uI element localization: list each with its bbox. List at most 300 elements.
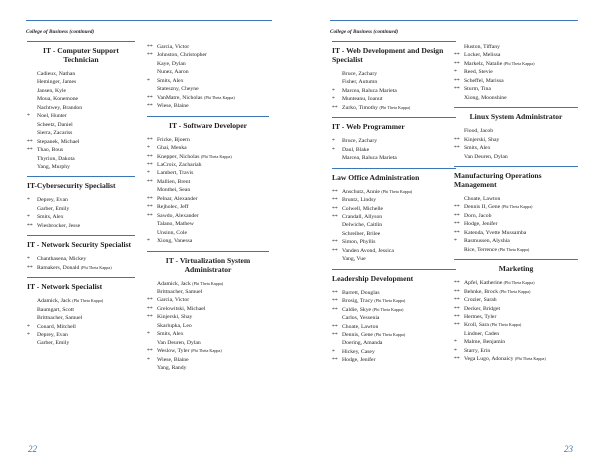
student-name: Smits, Alex: [157, 77, 184, 84]
honor-society-label: (Phi Theta Kappa): [501, 204, 533, 210]
list-item: [147, 347, 269, 355]
section-divider: [27, 176, 135, 177]
student-name: Huston, Tiffany: [464, 44, 500, 50]
honor-society-label: (Phi Theta Kappa): [72, 298, 104, 304]
list-item: [27, 95, 135, 103]
honor-society-label: (Phi Theta Kappa): [374, 331, 406, 337]
left-page: [0, 0, 298, 463]
list-item: [332, 154, 456, 162]
list-item: [454, 153, 578, 161]
honor-marker: **: [454, 136, 460, 143]
student-name: Garber, Emily: [37, 205, 70, 212]
student-name: Nachtwey, Brandon: [37, 104, 83, 111]
name-list: [27, 297, 135, 348]
honor-marker: **: [332, 298, 338, 305]
list-item: [332, 95, 456, 103]
honor-marker: **: [454, 280, 460, 287]
honor-marker: **: [332, 239, 338, 246]
list-item: [454, 313, 578, 321]
honor-marker: *: [454, 69, 457, 76]
honor-marker: *: [27, 214, 30, 221]
student-name: Xiong, Vanessa: [157, 238, 193, 245]
student-name: Scheetz, Daniel: [37, 121, 73, 128]
honor-marker: **: [332, 205, 338, 212]
list-item: [147, 356, 269, 364]
list-item: [147, 203, 269, 211]
honor-marker: *: [147, 77, 150, 84]
list-item: [332, 104, 456, 112]
student-name: Markelz, Natalie: [464, 60, 503, 67]
list-item: [147, 195, 269, 203]
honor-marker: **: [454, 305, 460, 312]
section-it-web-development-and-design-specialist: [332, 41, 456, 112]
honor-society-label: (Phi Theta Kappa): [498, 246, 530, 252]
list-item: [454, 246, 578, 254]
student-name: Weslow, Tyler: [157, 348, 190, 355]
honor-marker: **: [454, 221, 460, 228]
honor-marker: *: [332, 87, 335, 94]
section-divider: [332, 41, 456, 42]
student-name: Rejholec, Jeff: [157, 204, 189, 211]
list-item: [27, 104, 135, 112]
name-list: [27, 255, 135, 272]
student-name: Thyrion, Dakota: [37, 155, 75, 162]
honor-society-label: (Phi Theta Kappa): [503, 60, 535, 66]
honor-marker: *: [332, 96, 335, 103]
student-name: Smits, Alex: [157, 331, 184, 338]
honor-marker: *: [27, 256, 30, 263]
list-item: [332, 339, 456, 347]
header-rule: [26, 20, 272, 21]
list-item: [454, 127, 578, 135]
section-divider: [27, 41, 135, 42]
honor-marker: **: [27, 222, 33, 229]
honor-society-label: (Phi Theta Kappa): [374, 298, 406, 304]
honor-marker: **: [454, 229, 460, 236]
honor-marker: **: [454, 60, 460, 67]
student-name: Schreiber, Brilee: [342, 230, 381, 237]
list-item: [147, 136, 269, 144]
student-name: Garcia, Victor: [157, 44, 190, 50]
list-item: [27, 331, 135, 339]
student-name: Brosig, Tracy: [342, 298, 373, 305]
student-name: Crozier, Sarah: [464, 297, 497, 304]
list-item: [454, 355, 578, 363]
honor-marker: **: [332, 104, 338, 111]
list-item: [332, 348, 456, 356]
list-item: [147, 296, 269, 304]
list-item: [332, 289, 456, 297]
name-list: [454, 195, 578, 254]
list-item: [147, 212, 269, 220]
honor-marker: *: [147, 331, 150, 338]
section-it-web-programmer: [332, 117, 456, 162]
list-item: [27, 323, 135, 331]
honor-marker: **: [454, 212, 460, 219]
honor-marker: **: [147, 204, 153, 211]
list-item: [454, 68, 578, 76]
name-list: [27, 70, 135, 171]
student-name: Brittnacher, Samuel: [37, 315, 83, 322]
list-item: [147, 94, 269, 102]
list-item: [27, 196, 135, 204]
list-item: [27, 297, 135, 305]
student-name: Skarlupka, Leo: [157, 322, 192, 329]
section-title: Marketing: [498, 264, 534, 274]
student-name: Colwell, Michelle: [342, 205, 384, 212]
student-name: Stateszny, Cheyne: [157, 86, 199, 93]
list-item: [27, 163, 135, 171]
name-list: [332, 289, 456, 365]
honor-marker: **: [332, 197, 338, 204]
student-name: Marcea, Raluca Marieta: [342, 155, 397, 162]
list-item: [332, 78, 456, 86]
list-item: [147, 51, 269, 59]
name-list: [454, 127, 578, 161]
section-it-software-developer: [147, 116, 269, 246]
list-item: [147, 313, 269, 321]
list-item: [27, 205, 135, 213]
list-item: [147, 330, 269, 338]
honor-marker: **: [147, 44, 153, 50]
name-list: [332, 70, 456, 112]
student-name: Katenda, Yvette Mussamba: [464, 229, 527, 236]
student-name: Wiese, Blaine: [157, 103, 189, 110]
section-title: IT - Web Programmer: [332, 122, 405, 132]
list-item: [332, 213, 456, 221]
student-name: Barrett, Douglas: [342, 289, 380, 296]
student-name: Moua, Konemone: [37, 96, 79, 103]
student-name: Kinjerski, Shay: [464, 136, 500, 143]
honor-marker: *: [454, 238, 457, 245]
list-item: [27, 87, 135, 95]
column-4: [454, 43, 578, 369]
student-name: Ghai, Menka: [157, 145, 187, 152]
student-name: Zurko, Timothy: [342, 104, 379, 111]
name-list: [27, 196, 135, 230]
section-divider: [454, 107, 578, 108]
section-title: IT-Cybersecurity Specialist: [27, 181, 116, 191]
section-title: IT - Software Developer: [169, 120, 247, 130]
list-item: [454, 279, 578, 287]
list-item: [147, 102, 269, 110]
list-item: [454, 136, 578, 144]
student-name: Unsinn, Cole: [157, 229, 188, 236]
list-item: [332, 196, 456, 204]
list-item: [454, 321, 578, 329]
student-name: Johnston, Christopher: [157, 52, 207, 59]
honor-marker: **: [332, 323, 338, 330]
student-name: Chanthasena, Mickey: [37, 256, 87, 263]
list-item: [147, 68, 269, 76]
list-item: [332, 323, 456, 331]
student-name: Hodge, Jenifer: [342, 357, 376, 364]
honor-marker: **: [147, 103, 153, 110]
student-name: Delwiche, Caitlin: [342, 222, 383, 229]
section-manufacturing-operations-management: [454, 166, 578, 254]
right-page: [302, 0, 600, 463]
section-divider: [27, 277, 135, 278]
section-title: Linux System Administrator: [469, 112, 563, 122]
honor-marker: **: [454, 204, 460, 211]
student-name: Garcia, Victor: [157, 297, 190, 304]
honor-marker: *: [147, 145, 150, 152]
honor-marker: **: [147, 195, 153, 202]
honor-society-label: (Phi Theta Kappa): [503, 280, 535, 286]
student-name: Grelowitski, Michael: [157, 305, 206, 312]
honor-society-label: (Phi Theta Kappa): [200, 153, 232, 159]
section-title: IT - Virtualization System Administrator: [165, 255, 251, 274]
section-title: Leadership Development: [332, 273, 414, 283]
section-leadership-development: [332, 269, 456, 365]
honor-society-label: (Phi Theta Kappa): [190, 348, 222, 354]
honor-marker: *: [27, 323, 30, 330]
list-item: [147, 178, 269, 186]
list-item: [147, 280, 269, 288]
list-item: [27, 146, 135, 154]
student-name: Cadieux, Nathan: [37, 71, 76, 77]
name-list: [147, 43, 269, 111]
student-name: Malme, Benjamin: [464, 339, 506, 346]
student-name: Hermes, Tyler: [464, 313, 497, 320]
list-item: [27, 264, 135, 272]
student-name: Starry, Erin: [464, 347, 491, 354]
honor-marker: *: [332, 146, 335, 153]
honor-marker: **: [332, 306, 338, 313]
honor-marker: **: [454, 356, 460, 363]
student-name: Yang, Vue: [342, 256, 366, 263]
student-name: Behnke, Brock: [464, 288, 499, 295]
honor-marker: **: [147, 297, 153, 304]
section-law-office-administration: [332, 168, 456, 264]
student-name: Baumgart, Scott: [37, 306, 74, 313]
student-name: Anschutz, Annie: [342, 188, 380, 195]
list-item: [27, 213, 135, 221]
student-name: Dorn, Jacob: [464, 212, 492, 219]
section-it-network-security-specialist: [27, 235, 135, 272]
honor-marker: **: [454, 313, 460, 320]
honor-marker: *: [27, 197, 30, 204]
student-name: Vega Lugo, Adonaicy: [464, 356, 514, 363]
honor-marker: **: [147, 136, 153, 143]
section-title: IT - Web Development and Design Specialist: [332, 46, 444, 64]
list-item: [454, 85, 578, 93]
section-divider: [147, 116, 269, 117]
student-name: Marcea, Raluca Marieta: [342, 87, 397, 94]
list-item: [332, 70, 456, 78]
honor-marker: **: [27, 138, 33, 145]
list-item: [454, 229, 578, 237]
honor-society-label: (Phi Theta Kappa): [379, 104, 411, 110]
list-item: [454, 60, 578, 68]
student-name: Lindner, Caden: [464, 330, 500, 337]
honor-marker: **: [332, 357, 338, 364]
list-item: [27, 314, 135, 322]
honor-marker: *: [454, 339, 457, 346]
honor-marker: **: [454, 288, 460, 295]
list-item: [332, 356, 456, 364]
section-it-cybersecurity-specialist: [27, 176, 135, 230]
list-item: [332, 137, 456, 145]
page-number-left: 22: [28, 444, 37, 454]
running-header: College of Business (continued): [26, 29, 95, 35]
list-item: [147, 364, 269, 372]
list-item: [27, 70, 135, 78]
list-item: [27, 339, 135, 347]
list-item: [454, 305, 578, 313]
list-item: [454, 94, 578, 102]
honor-society-label: (Phi Theta Kappa): [514, 356, 546, 362]
list-item: [454, 77, 578, 85]
list-item: [147, 169, 269, 177]
list-item: [332, 314, 456, 322]
student-name: Brittnacher, Samuel: [157, 288, 203, 295]
student-name: Bruce, Zachary: [342, 71, 378, 77]
student-name: Munteanu, Ioanut: [342, 96, 383, 103]
list-item: [27, 222, 135, 230]
list-item: [332, 230, 456, 238]
honor-marker: **: [454, 145, 460, 152]
student-name: Daul, Blake: [342, 146, 370, 153]
section-marketing: [454, 259, 578, 364]
section-it-network-specialist: [27, 277, 135, 348]
honor-marker: *: [454, 347, 457, 354]
honor-society-label: (Phi Theta Kappa): [490, 322, 522, 328]
honor-marker: **: [454, 77, 460, 84]
student-name: Monthei, Sean: [157, 187, 191, 194]
name-list: [454, 43, 578, 102]
list-item: [332, 221, 456, 229]
student-name: Fisher, Autumn: [342, 79, 378, 86]
honor-society-label: (Phi Theta Kappa): [499, 288, 531, 294]
student-name: Thao, Bous: [37, 147, 64, 154]
student-name: Caldie, Skye: [342, 306, 372, 313]
list-item: [332, 247, 456, 255]
honor-society-label: (Phi Theta Kappa): [381, 188, 413, 194]
honor-marker: **: [147, 212, 153, 219]
student-name: Van Deuren, Dylan: [464, 153, 508, 160]
section-it-virtualization-system-administrator: [147, 251, 269, 373]
list-item: [147, 288, 269, 296]
student-name: Bruntz, Lindsy: [342, 197, 377, 204]
honor-marker: **: [332, 213, 338, 220]
column-3: [332, 41, 456, 370]
student-name: Van Deuren, Dylan: [157, 339, 201, 346]
student-name: Hodge, Jenifer: [464, 221, 498, 228]
student-name: Yang, Murphy: [37, 163, 70, 170]
section-it-computer-support-technician: [27, 41, 135, 171]
honor-society-label: (Phi Theta Kappa): [80, 264, 112, 270]
student-name: Pelnar, Alexander: [157, 195, 198, 202]
list-item: [332, 255, 456, 263]
honor-marker: **: [454, 297, 460, 304]
student-name: Sierra, Zacariss: [37, 130, 73, 137]
student-name: Vanden Avond, Jessica: [342, 247, 394, 254]
student-name: Fricke, Bjoern: [157, 136, 190, 143]
student-name: Sawdo, Alexander: [157, 212, 199, 219]
student-name: Smits, Alex: [37, 214, 64, 221]
section-divider: [332, 117, 456, 118]
honor-marker: *: [27, 113, 30, 120]
student-name: Carlos, Yessenia: [342, 315, 380, 322]
student-name: Wiesbrocker, Jesse: [37, 222, 81, 229]
list-item: [454, 296, 578, 304]
header-rule: [330, 20, 578, 21]
student-name: Nunez, Aaron: [157, 69, 189, 76]
honor-marker: **: [147, 94, 153, 101]
honor-marker: **: [454, 322, 460, 329]
list-item: [454, 330, 578, 338]
student-name: Scheffel, Marissa: [464, 77, 504, 84]
honor-marker: **: [332, 331, 338, 338]
student-name: Adamick, Jack: [157, 280, 191, 287]
list-item: [454, 51, 578, 59]
student-name: Stepanek, Michael: [37, 138, 80, 145]
list-item: [27, 255, 135, 263]
student-name: Kroll, Sara: [464, 322, 489, 329]
section-divider: [27, 235, 135, 236]
student-name: Apfel, Katherine: [464, 280, 503, 287]
student-name: Mallien, Brent: [157, 178, 191, 185]
list-item: [332, 297, 456, 305]
list-item: [147, 161, 269, 169]
list-item: [147, 220, 269, 228]
list-item: [332, 188, 456, 196]
student-name: Knepper, Nicholas: [157, 153, 200, 160]
list-item: [454, 220, 578, 228]
student-name: Sturm, Tina: [464, 86, 491, 93]
list-item: [27, 155, 135, 163]
section-divider: [454, 166, 578, 167]
list-item: [147, 153, 269, 161]
student-name: Deprey, Evan: [37, 197, 68, 204]
list-item: [454, 338, 578, 346]
student-name: Deprey, Evan: [37, 331, 68, 338]
student-name: Ramakers, Donald: [37, 264, 80, 271]
column-1: [27, 41, 135, 353]
student-name: Reed, Stevie: [464, 69, 493, 76]
list-item: [332, 205, 456, 213]
student-name: Talano, Mathew: [157, 221, 194, 228]
list-item: [454, 195, 578, 203]
list-item: [454, 43, 578, 51]
list-item: [332, 146, 456, 154]
student-name: Heminger, James: [37, 79, 77, 86]
list-item: [147, 60, 269, 68]
running-header: College of Business (continued): [330, 29, 399, 35]
list-item: [27, 78, 135, 86]
honor-marker: **: [147, 305, 153, 312]
student-name: LaCroix, Zachariah: [157, 161, 202, 168]
list-item: [454, 203, 578, 211]
student-name: Kaye, Dylan: [157, 60, 186, 67]
student-name: Dennis, Gene: [342, 331, 373, 338]
list-item: [27, 121, 135, 129]
honor-marker: **: [27, 147, 33, 154]
list-item: [147, 144, 269, 152]
list-item: [454, 212, 578, 220]
honor-marker: **: [147, 153, 153, 160]
list-item: [454, 237, 578, 245]
name-list: [147, 280, 269, 373]
list-item: [27, 112, 135, 120]
name-list: [147, 136, 269, 246]
student-name: Rasmussen, Alyshia: [464, 238, 510, 245]
honor-marker: *: [332, 348, 335, 355]
honor-society-label: (Phi Theta Kappa): [192, 280, 224, 286]
honor-marker: **: [454, 86, 460, 93]
honor-marker: **: [147, 52, 153, 59]
